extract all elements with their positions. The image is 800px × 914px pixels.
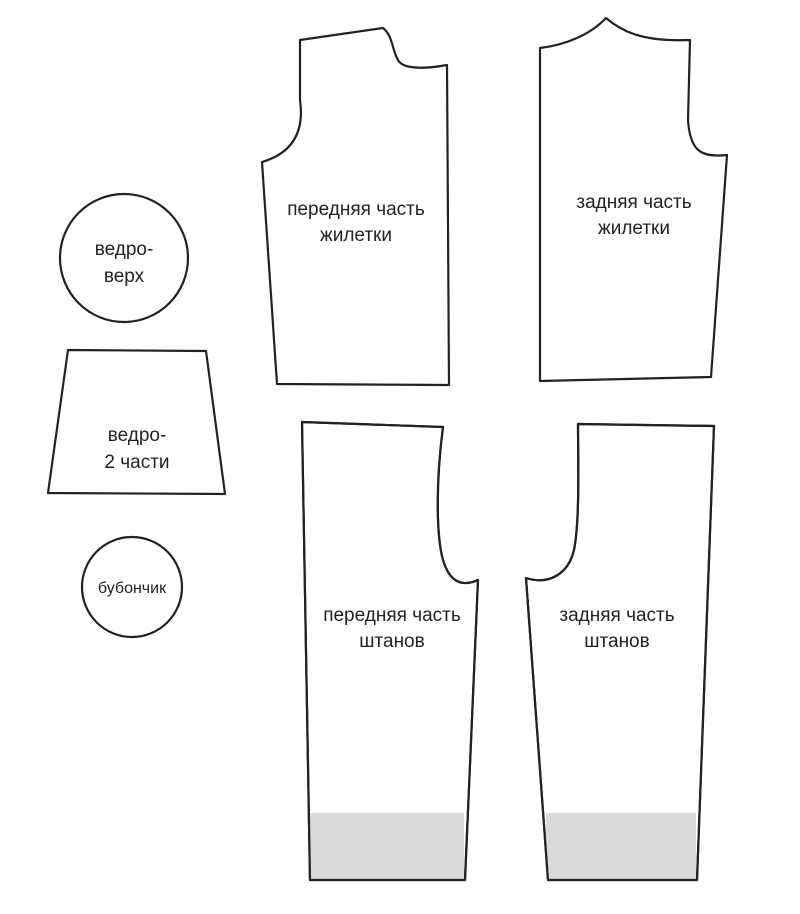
bucket-side-label-line2: 2 части (104, 452, 170, 473)
pants-back-outline (526, 424, 714, 880)
pants-back-label-line1: задняя часть (559, 605, 675, 626)
bucket-top-label-line1: ведро- (94, 239, 154, 260)
pants-front-label-line2: штанов (359, 631, 425, 652)
bucket-side-label-line1: ведро- (107, 425, 167, 446)
pants-front-label-line1: передняя часть (323, 605, 461, 626)
pants-back-piece (526, 424, 714, 880)
vest-front-label-line2: жилетки (320, 225, 392, 246)
pompom-label: бубончик (97, 580, 167, 597)
vest-front-piece (262, 28, 449, 385)
vest-front-label-line1: передняя часть (287, 199, 425, 220)
pants-back-label-line2: штанов (584, 631, 650, 652)
vest-back-label-line1: задняя часть (576, 192, 692, 213)
pants-front-cuff (310, 813, 464, 879)
bucket-top-label-line2: верх (103, 266, 145, 287)
pants-front-piece (302, 422, 478, 880)
vest-back-piece (540, 18, 727, 381)
bucket-side-piece (48, 350, 225, 494)
pompom-piece (82, 537, 182, 637)
bucket-top-piece (60, 194, 188, 322)
pants-back-cuff (546, 813, 696, 879)
vest-back-label-line2: жилетки (598, 218, 670, 239)
